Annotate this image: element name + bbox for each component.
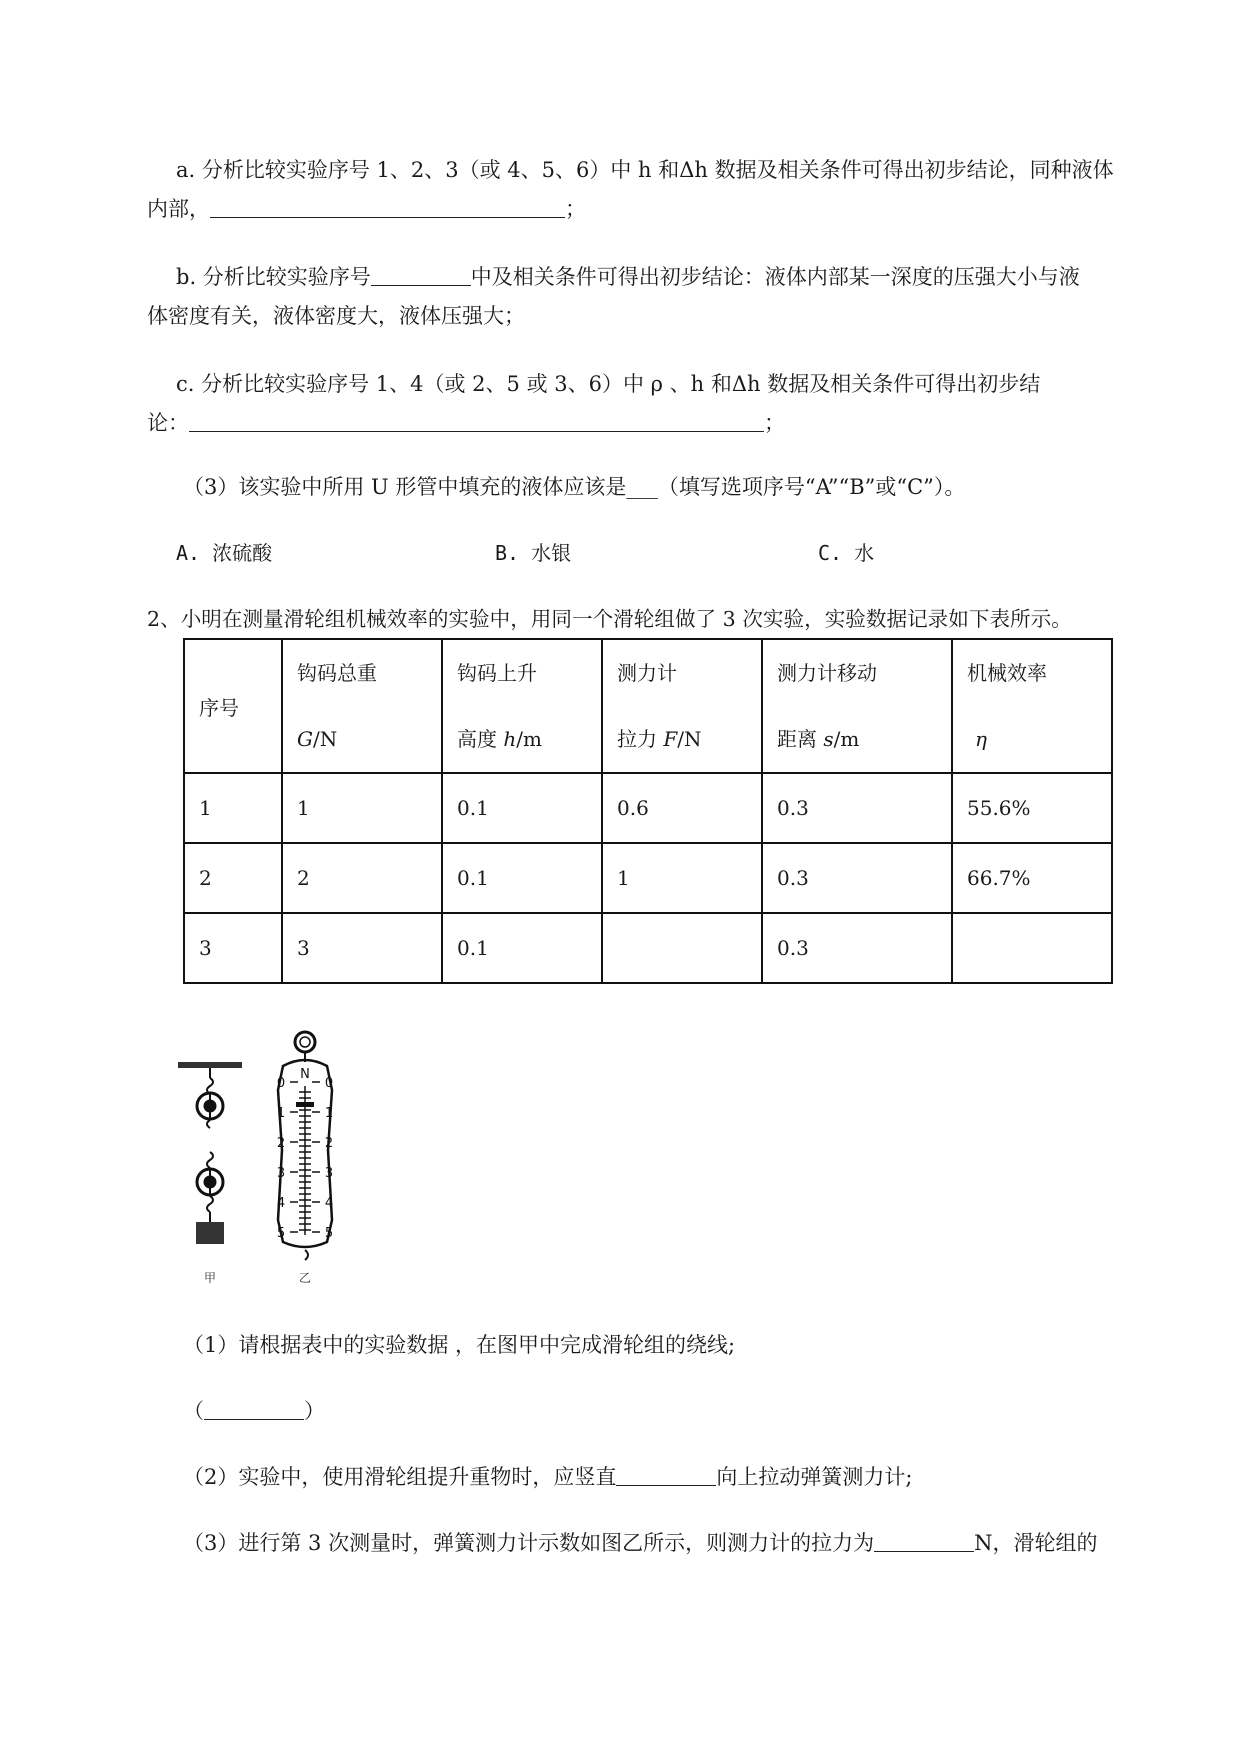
- para-b-suffix: 中及相关条件可得出初步结论：液体内部某一深度的压强大小与液: [470, 265, 1080, 289]
- sub-question-3-prefix: （3）进行第 3 次测量时，弹簧测力计示数如图乙所示，则测力计的拉力为: [183, 1531, 875, 1555]
- header-cell-force: 测力计 拉力 F/N: [602, 639, 762, 773]
- sub-question-2: [183, 1462, 912, 1492]
- option-a[interactable]: A. 浓硫酸: [176, 541, 273, 565]
- para-c-suffix: ；: [764, 411, 785, 435]
- table-cell: 1: [602, 843, 762, 913]
- scale-tick-label: 5: [324, 1226, 334, 1241]
- answer-blank-force[interactable]: [874, 1529, 974, 1552]
- scale-tick-label: 2: [324, 1136, 334, 1151]
- para-a-line1: a. 分析比较实验序号 1、2、3（或 4、5、6）中 h 和Δh 数据及相关条件可得出初步结论，同种液体: [176, 158, 1114, 182]
- scale-tick-label: 5: [276, 1226, 286, 1241]
- sub-question-2-prefix: （2）实验中，使用滑轮组提升重物时，应竖直: [183, 1465, 617, 1489]
- sub-question-3-suffix: N，滑轮组的: [974, 1531, 1098, 1555]
- data-table: [183, 638, 1113, 984]
- scale-tick-label: 3: [324, 1166, 334, 1181]
- answer-blank-b[interactable]: [371, 263, 471, 286]
- label-jia: 甲: [203, 1271, 217, 1285]
- question-3: （3）该实验中所用 U 形管中填充的液体应该是___（填写选项序号“A”“B”或“C”）。: [183, 475, 966, 499]
- scale-tick-label: 4: [324, 1196, 334, 1211]
- para-b-line2: 体密度有关，液体密度大，液体压强大；: [147, 304, 525, 328]
- label-yi: 乙: [298, 1271, 312, 1285]
- table-cell: 66.7%: [952, 843, 1112, 913]
- scale-tick-label: 1: [324, 1106, 334, 1121]
- table-row: [184, 913, 1112, 983]
- blank-close-paren: ）: [304, 1399, 325, 1423]
- question-2-intro: 2、小明在测量滑轮组机械效率的实验中，用同一个滑轮组做了 3 次实验，实验数据记录如下表所示。: [147, 607, 1072, 631]
- table-cell: 0.1: [442, 913, 602, 983]
- pulley-system-diagram: [178, 1062, 242, 1244]
- sub-question-1: （1）请根据表中的实验数据 ，在图甲中完成滑轮组的绕线;: [183, 1333, 736, 1357]
- option-b[interactable]: B. 水银: [495, 541, 572, 565]
- table-cell: 0.3: [762, 913, 952, 983]
- table-row: [184, 773, 1112, 843]
- scale-tick-label: 2: [276, 1136, 286, 1151]
- table-header-row: [184, 639, 1112, 773]
- para-a-line2: [147, 194, 586, 224]
- para-a-suffix: ；: [565, 197, 586, 221]
- header-cell-distance: 测力计移动 距离 s/m: [762, 639, 952, 773]
- para-b-line1: [176, 262, 1080, 292]
- scale-tick-label: 3: [276, 1166, 286, 1181]
- table-cell: 0.1: [442, 843, 602, 913]
- table-cell: 3: [282, 913, 442, 983]
- header-cell-weight: 钩码总重 G/N: [282, 639, 442, 773]
- table-cell: 0.3: [762, 773, 952, 843]
- table-cell: 0.3: [762, 843, 952, 913]
- scale-unit-label: N: [300, 1067, 310, 1082]
- sub-question-1-blank: [183, 1396, 325, 1426]
- table-cell: 1: [184, 773, 282, 843]
- scale-tick-label: 1: [276, 1106, 286, 1121]
- para-a-prefix: 内部，: [147, 197, 210, 221]
- table-cell: 55.6%: [952, 773, 1112, 843]
- table-cell: 2: [184, 843, 282, 913]
- sub-question-3: [183, 1528, 1097, 1558]
- scale-tick-label: 0: [276, 1076, 286, 1091]
- table-cell-empty[interactable]: [602, 913, 762, 983]
- option-c[interactable]: C. 水: [818, 541, 875, 565]
- header-cell-index: 序号: [184, 639, 282, 773]
- para-c-line1: c. 分析比较实验序号 1、4（或 2、5 或 3、6）中 ρ 、h 和Δh 数据及相关条件可得出初步结: [176, 372, 1041, 396]
- answer-blank-c[interactable]: [189, 409, 764, 432]
- table-cell: 0.6: [602, 773, 762, 843]
- pulley-and-spring-scale-figure: [170, 1030, 370, 1290]
- para-c-line2: [147, 408, 785, 438]
- table-row: [184, 843, 1112, 913]
- answer-blank-a[interactable]: [210, 195, 565, 218]
- scale-tick-label: 4: [276, 1196, 286, 1211]
- table-cell: 2: [282, 843, 442, 913]
- table-cell: 1: [282, 773, 442, 843]
- sub-question-2-suffix: 向上拉动弹簧测力计;: [716, 1465, 913, 1489]
- header-cell-efficiency: 机械效率 η: [952, 639, 1112, 773]
- table-cell: 0.1: [442, 773, 602, 843]
- scale-tick-label: 0: [324, 1076, 334, 1091]
- answer-blank-direction[interactable]: [616, 1463, 716, 1486]
- table-cell-empty[interactable]: [952, 913, 1112, 983]
- blank-open-paren: （: [183, 1399, 204, 1423]
- table-cell: 3: [184, 913, 282, 983]
- para-b-prefix: b. 分析比较实验序号: [176, 265, 371, 289]
- header-cell-height: 钩码上升 高度 h/m: [442, 639, 602, 773]
- para-c-prefix: 论：: [147, 411, 189, 435]
- answer-blank-winding[interactable]: [204, 1397, 304, 1420]
